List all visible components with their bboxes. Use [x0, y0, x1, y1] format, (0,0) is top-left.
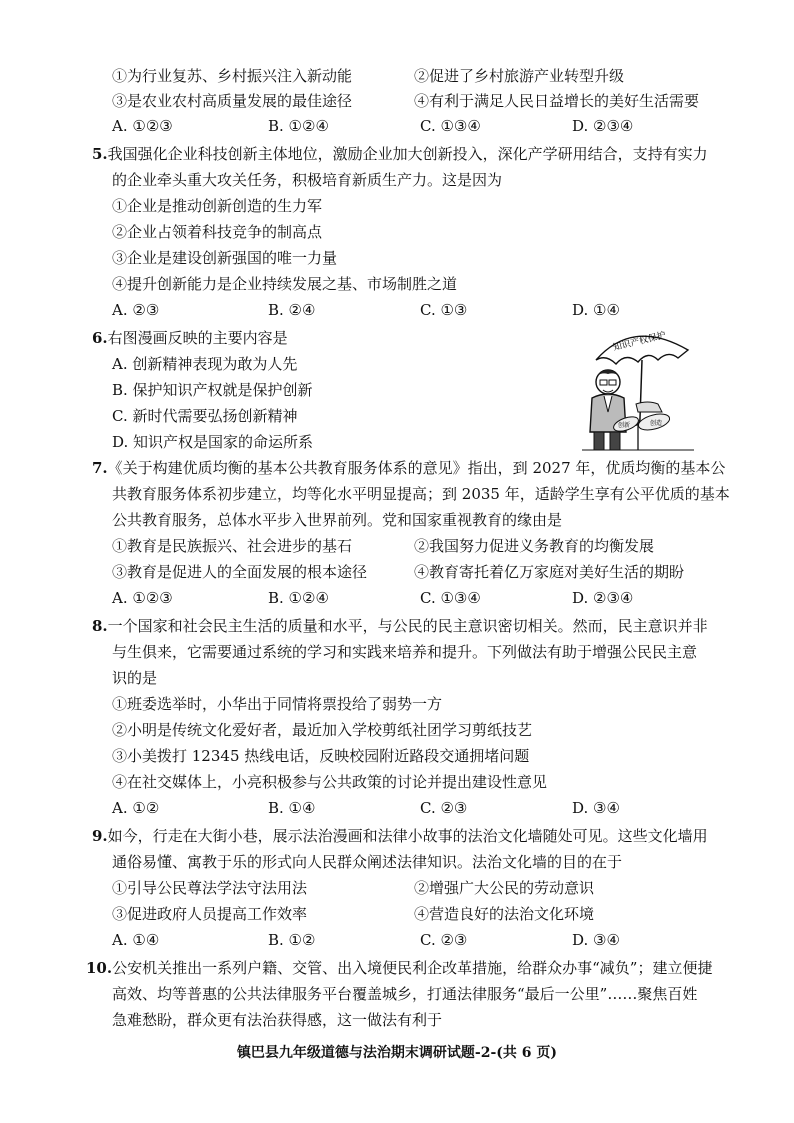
question-7-option-3: ③教育是促进人的全面发展的根本途径	[112, 563, 368, 581]
question-5-option-4: ④提升创新能力是企业持续发展之基、市场制胜之道	[112, 275, 458, 293]
carryover-choice-a: A. ①②③	[112, 117, 173, 135]
question-9-stem-line-1: 如今，行走在大街小巷，展示法治漫画和法律小故事的法治文化墙随处可见。这些文化墙用	[107, 827, 708, 845]
question-5-choice-d: D. ①④	[572, 301, 620, 319]
leaf-label-2: 创造	[649, 420, 663, 427]
question-8-choice-c: C. ②③	[420, 799, 468, 817]
question-5-stem	[92, 142, 708, 166]
question-6-choice-c: C. 新时代需要弘扬创新精神	[112, 407, 298, 425]
question-8-stem-line-1: 一个国家和社会民主生活的质量和水平，与公民的民主意识密切相关。然而，民主意识并非	[107, 617, 708, 635]
question-6-choice-b: B. 保护知识产权就是保护创新	[112, 381, 313, 399]
question-5-option-3: ③企业是建设创新强国的唯一力量	[112, 249, 338, 267]
question-10-stem-line-1: 公安机关推出一系列户籍、交管、出入境便民利企改革措施，给群众办事“减负”；建立便捷	[112, 959, 713, 977]
question-9-stem	[92, 824, 708, 848]
question-8-choice-a: A. ①②	[112, 799, 160, 817]
question-8-choice-b: B. ①④	[268, 799, 316, 817]
question-7-stem	[92, 456, 725, 480]
question-5-choice-a: A. ②③	[112, 301, 160, 319]
question-6-number: 6.	[92, 329, 108, 347]
question-5-stem-line-2: 的企业牵头重大攻关任务，积极培育新质生产力。这是因为	[112, 171, 503, 189]
question-9-stem-line-2: 通俗易懂、寓教于乐的形式向人民群众阐述法律知识。法治文化墙的目的在于	[112, 853, 623, 871]
question-9-choice-a: A. ①④	[112, 931, 160, 949]
question-9-option-3: ③促进政府人员提高工作效率	[112, 905, 308, 923]
carryover-choice-b: B. ①②④	[268, 117, 329, 135]
question-8-option-3: ③小美拨打 12345 热线电话，反映校园附近路段交通拥堵问题	[112, 747, 530, 765]
leaf-label-1: 创新	[617, 422, 631, 429]
question-10-number: 10.	[86, 959, 113, 977]
intellectual-property-cartoon	[578, 320, 698, 452]
question-8-stem	[92, 614, 708, 638]
question-7-option-2: ②我国努力促进义务教育的均衡发展	[414, 537, 655, 555]
carryover-choice-c: C. ①③④	[420, 117, 481, 135]
carryover-option-4: ④有利于满足人民日益增长的美好生活需要	[414, 92, 700, 110]
question-5-choice-c: C. ①③	[420, 301, 468, 319]
question-8-option-1: ①班委选举时，小华出于同情将票投给了弱势一方	[112, 695, 443, 713]
question-7-choice-b: B. ①②④	[268, 589, 329, 607]
question-5-choice-b: B. ②④	[268, 301, 316, 319]
question-8-option-2: ②小明是传统文化爱好者，最近加入学校剪纸社团学习剪纸技艺	[112, 721, 533, 739]
question-6-choice-a: A. 创新精神表现为敢为人先	[112, 355, 298, 373]
question-7-stem-line-2: 共教育服务体系初步建立，均等化水平明显提高；到 2035 年，适龄学生享有公平优质的基本	[112, 485, 730, 503]
question-8-stem-line-2: 与生俱来，它需要通过系统的学习和实践来培养和提升。下列做法有助于增强公民民主意	[112, 643, 698, 661]
question-10-stem	[86, 956, 712, 980]
question-7-choice-d: D. ②③④	[572, 589, 634, 607]
question-9-option-2: ②增强广大公民的劳动意识	[414, 879, 595, 897]
question-7-choice-a: A. ①②③	[112, 589, 173, 607]
question-8-number: 8.	[92, 617, 108, 635]
carryover-option-3: ③是农业农村高质量发展的最佳途径	[112, 92, 353, 110]
question-10-stem-line-2: 高效、均等普惠的公共法律服务平台覆盖城乡，打通法律服务“最后一公里”……聚焦百姓	[112, 985, 698, 1003]
carryover-option-2: ②促进了乡村旅游产业转型升级	[414, 67, 625, 85]
carryover-option-1: ①为行业复苏、乡村振兴注入新动能	[112, 67, 353, 85]
question-9-option-4: ④营造良好的法治文化环境	[414, 905, 595, 923]
question-9-choice-c: C. ②③	[420, 931, 468, 949]
question-10-stem-line-3: 急难愁盼，群众更有法治获得感，这一做法有利于	[112, 1011, 443, 1029]
question-7-number: 7.	[92, 459, 108, 477]
question-7-option-1: ①教育是民族振兴、社会进步的基石	[112, 537, 353, 555]
question-5-stem-line-1: 我国强化企业科技创新主体地位，激励企业加大创新投入，深化产学研用结合，支持有实力	[107, 145, 708, 163]
question-8-option-4: ④在社交媒体上，小亮积极参与公共政策的讨论并提出建设性意见	[112, 773, 548, 791]
question-9-choice-b: B. ①②	[268, 931, 316, 949]
question-5-option-1: ①企业是推动创新创造的生力军	[112, 197, 323, 215]
page-footer: 镇巴县九年级道德与法治期末调研试题-2-(共 6 页)	[236, 1045, 558, 1061]
question-8-stem-line-3: 识的是	[112, 669, 158, 687]
question-7-choice-c: C. ①③④	[420, 589, 481, 607]
question-9-choice-d: D. ③④	[572, 931, 620, 949]
question-7-stem-line-3: 公共教育服务，总体水平步入世界前列。党和国家重视教育的缘由是	[112, 511, 563, 529]
question-6-choice-d: D. 知识产权是国家的命运所系	[112, 433, 314, 451]
question-9-option-1: ①引导公民尊法学法守法用法	[112, 879, 308, 897]
carryover-choice-d: D. ②③④	[572, 117, 634, 135]
question-5-number: 5.	[92, 145, 108, 163]
question-6-stem	[92, 326, 288, 350]
question-7-stem-line-1: 《关于构建优质均衡的基本公共教育服务体系的意见》指出，到 2027 年，优质均衡的基本公	[107, 459, 726, 477]
umbrella-label: 知识产权保护	[612, 330, 667, 354]
question-5-option-2: ②企业占领着科技竞争的制高点	[112, 223, 323, 241]
question-9-number: 9.	[92, 827, 108, 845]
question-7-option-4: ④教育寄托着亿万家庭对美好生活的期盼	[414, 563, 685, 581]
question-6-stem-text: 右图漫画反映的主要内容是	[107, 329, 288, 347]
question-8-choice-d: D. ③④	[572, 799, 620, 817]
